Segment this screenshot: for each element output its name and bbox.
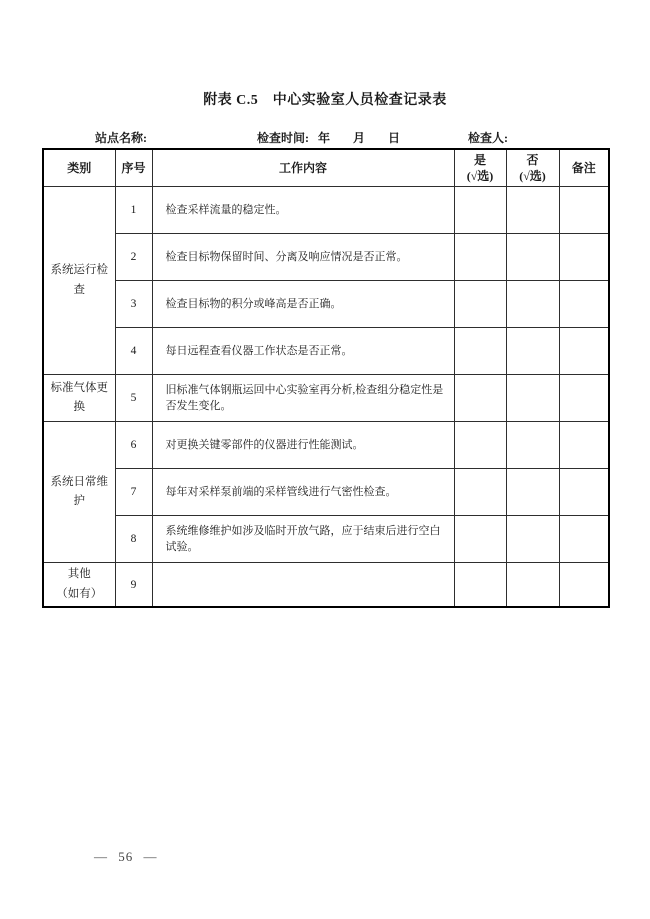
row-number: 3 (115, 281, 152, 328)
no-cell (506, 469, 559, 516)
inspector-label: 检查人: (468, 131, 508, 145)
table-row (43, 187, 609, 234)
month-label: 月 (353, 131, 366, 145)
work-content: 每日远程查看仪器工作状态是否正常。 (152, 328, 454, 375)
check-time-label: 检查时间: (257, 131, 309, 145)
page-title: 附表 C.5 中心实验室人员检查记录表 (203, 93, 447, 108)
no-cell (506, 281, 559, 328)
yes-cell (454, 516, 506, 563)
remarks-cell (559, 422, 609, 469)
header-number: 序号 (115, 149, 152, 187)
day-label: 日 (388, 131, 401, 145)
category-others (43, 563, 115, 608)
inspection-record-table (42, 148, 610, 608)
table-row (43, 281, 609, 328)
category-system-daily-maintenance: 系统日常维护 (43, 422, 115, 563)
no-cell (506, 516, 559, 563)
row-number: 1 (115, 187, 152, 234)
row-number: 6 (115, 422, 152, 469)
header-yes-text: 是 (473, 153, 486, 167)
remarks-cell (559, 187, 609, 234)
work-content: 检查目标物保留时间、分离及响应情况是否正常。 (152, 234, 454, 281)
header-remarks: 备注 (559, 149, 609, 187)
work-content: 检查采样流量的稳定性。 (152, 187, 454, 234)
category-standard-gas-replacement: 标准气体更换 (43, 375, 115, 422)
yes-cell (454, 375, 506, 422)
remarks-cell (559, 516, 609, 563)
form-info-line (0, 129, 650, 147)
row-number: 2 (115, 234, 152, 281)
yes-cell (454, 187, 506, 234)
work-content: 每年对采样泵前端的采样管线进行气密性检查。 (152, 469, 454, 516)
yes-cell (454, 469, 506, 516)
table-row (43, 328, 609, 375)
yes-cell (454, 281, 506, 328)
remarks-cell (559, 234, 609, 281)
yes-cell (454, 234, 506, 281)
no-cell (506, 422, 559, 469)
row-number: 8 (115, 516, 152, 563)
no-cell (506, 375, 559, 422)
row-number: 9 (115, 563, 152, 608)
table-row (43, 422, 609, 469)
work-content: 对更换关键零部件的仪器进行性能测试。 (152, 422, 454, 469)
no-cell (506, 187, 559, 234)
no-cell (506, 328, 559, 375)
work-content: 系统维修维护如涉及临时开放气路，应于结束后进行空白试验。 (152, 516, 454, 563)
work-content (152, 563, 454, 608)
table-row (43, 234, 609, 281)
page-number: — 56 — (94, 849, 158, 864)
header-no-note: (√选) (519, 169, 546, 184)
work-content: 旧标准气体钢瓶运回中心实验室再分析,检查组分稳定性是否发生变化。 (152, 375, 454, 422)
remarks-cell (559, 563, 609, 608)
remarks-cell (559, 469, 609, 516)
category-others-line1: 其他 (67, 568, 91, 581)
yes-cell (454, 328, 506, 375)
header-no (506, 149, 559, 187)
header-yes-note: (√选) (466, 169, 494, 184)
table-row (43, 516, 609, 563)
row-number: 5 (115, 375, 152, 422)
category-others-line2: （如有） (56, 587, 103, 600)
category-system-operation-check: 系统运行检查 (43, 187, 115, 375)
header-content: 工作内容 (152, 149, 454, 187)
no-cell (506, 234, 559, 281)
header-category: 类别 (43, 149, 115, 187)
no-cell (506, 563, 559, 608)
site-name-label: 站点名称: (95, 131, 147, 145)
table-row (43, 563, 609, 608)
table-row (43, 469, 609, 516)
table-row (43, 375, 609, 422)
row-number: 7 (115, 469, 152, 516)
table-header-row (43, 149, 609, 187)
year-label: 年 (318, 131, 331, 145)
remarks-cell (559, 375, 609, 422)
yes-cell (454, 422, 506, 469)
work-content: 检查目标物的积分或峰高是否正确。 (152, 281, 454, 328)
header-no-text: 否 (526, 153, 539, 167)
row-number: 4 (115, 328, 152, 375)
remarks-cell (559, 328, 609, 375)
header-yes (454, 149, 506, 187)
remarks-cell (559, 281, 609, 328)
yes-cell (454, 563, 506, 608)
